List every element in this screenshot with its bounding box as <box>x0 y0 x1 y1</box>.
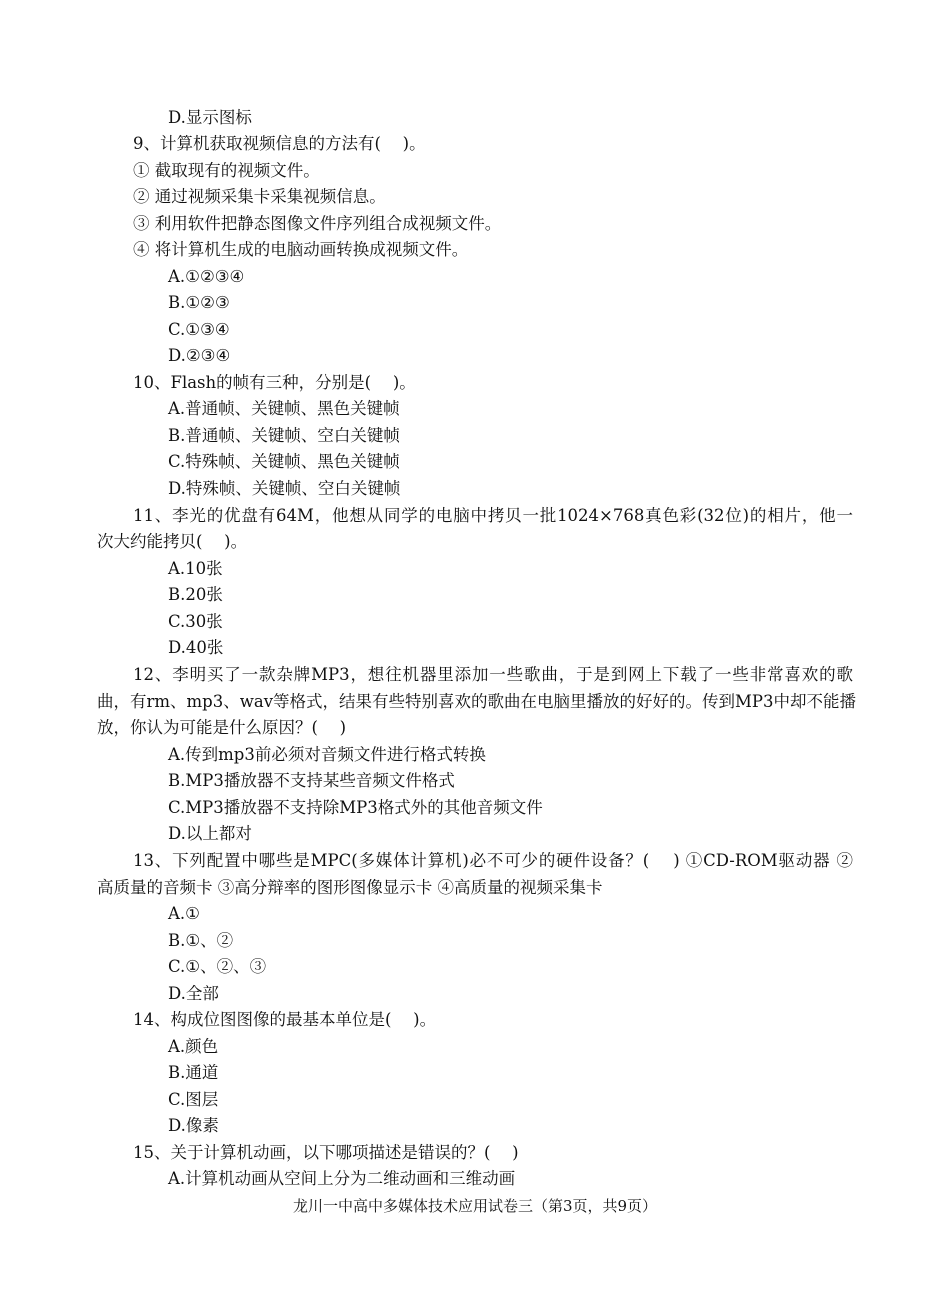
q15-stem: 15、关于计算机动画，以下哪项描述是错误的？( ) <box>133 1143 519 1162</box>
q10-option-c: C.特殊帧、关键帧、黑色关键帧 <box>168 452 400 471</box>
q12-option-d: D.以上都对 <box>168 824 252 843</box>
q9-option-c: C.①③④ <box>168 320 230 339</box>
q12-option-a: A.传到mp3前必须对音频文件进行格式转换 <box>168 745 486 764</box>
q14-option-a: A.颜色 <box>168 1037 219 1056</box>
q9-stem: 9、计算机获取视频信息的方法有( )。 <box>133 134 426 153</box>
q15-option-a: A.计算机动画从空间上分为二维动画和三维动画 <box>168 1169 516 1188</box>
q14-stem: 14、构成位图图像的最基本单位是( )。 <box>133 1010 437 1029</box>
q11-option-b: B.20张 <box>168 585 223 604</box>
page-footer: 龙川一中高中多媒体技术应用试卷三（第3页，共9页） <box>292 1197 658 1215</box>
q13-stem-line-2: 高质量的音频卡 ③高分辩率的图形图像显示卡 ④高质量的视频采集卡 <box>97 878 603 897</box>
q12-stem-line-2: 曲，有rm、mp3、wav等格式，结果有些特别喜欢的歌曲在电脑里播放的好好的。传到MP3中却不能播 <box>97 692 857 711</box>
q10-option-d: D.特殊帧、关键帧、空白关键帧 <box>168 479 401 498</box>
q13-option-a: A.① <box>168 904 200 923</box>
q12-stem-line-1: 12、李明买了一款杂牌MP3，想往机器里添加一些歌曲，于是到网上下载了一些非常喜欢的歌 <box>133 665 853 684</box>
q9-option-d: D.②③④ <box>168 346 231 365</box>
q9-item-3: ③ 利用软件把静态图像文件序列组合成视频文件。 <box>133 214 502 233</box>
q10-option-b: B.普通帧、关键帧、空白关键帧 <box>168 426 400 445</box>
q10-option-a: A.普通帧、关键帧、黑色关键帧 <box>168 399 400 418</box>
q14-option-d: D.像素 <box>168 1116 219 1135</box>
q9-option-a: A.①②③④ <box>168 267 245 286</box>
q11-stem-line-1: 11、李光的优盘有64M，他想从同学的电脑中拷贝一批1024×768真色彩(32位)的相片，他一 <box>133 506 853 525</box>
q14-option-b: B.通道 <box>168 1063 219 1082</box>
q13-option-b: B.①、② <box>168 931 234 950</box>
q10-stem: 10、Flash的帧有三种，分别是( )。 <box>133 373 416 392</box>
q12-stem-line-3: 放，你认为可能是什么原因？( ) <box>97 718 347 737</box>
q13-option-c: C.①、②、③ <box>168 957 267 976</box>
q13-stem-line-1: 13、下列配置中哪些是MPC(多媒体计算机)必不可少的硬件设备？( ) ①CD-ROM驱动器 ② <box>133 851 853 870</box>
q9-option-b: B.①②③ <box>168 293 230 312</box>
q14-option-c: C.图层 <box>168 1090 219 1109</box>
q9-item-4: ④ 将计算机生成的电脑动画转换成视频文件。 <box>133 240 469 259</box>
q9-item-2: ② 通过视频采集卡采集视频信息。 <box>133 187 386 206</box>
q12-option-b: B.MP3播放器不支持某些音频文件格式 <box>168 771 455 790</box>
q11-option-a: A.10张 <box>168 559 223 578</box>
q11-stem-line-2: 次大约能拷贝( )。 <box>97 532 248 551</box>
q8-option-d: D.显示图标 <box>168 108 252 127</box>
q12-option-c: C.MP3播放器不支持除MP3格式外的其他音频文件 <box>168 798 543 817</box>
q13-option-d: D.全部 <box>168 984 219 1003</box>
q11-option-d: D.40张 <box>168 638 224 657</box>
q9-item-1: ① 截取现有的视频文件。 <box>133 161 320 180</box>
q11-option-c: C.30张 <box>168 612 223 631</box>
